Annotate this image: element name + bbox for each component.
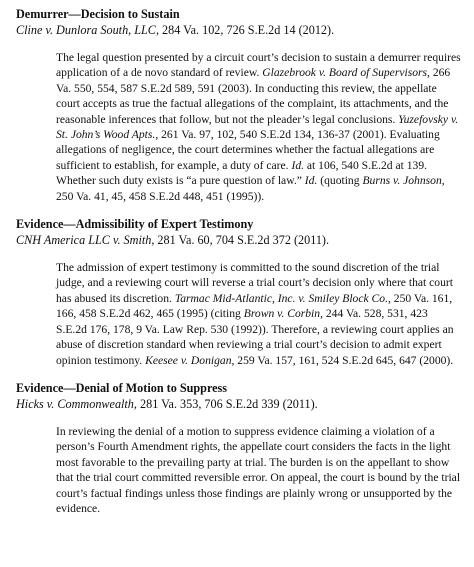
section-heading: Evidence—Admissibility of Expert Testimony (16, 217, 254, 232)
case-name: Tarmac Mid-Atlantic, Inc. v. Smiley Block Co. (174, 291, 388, 305)
text-run: , 250 Va. 41, 45, 458 S.E.2d 448, 451 (1995)). (56, 174, 445, 203)
section-motion-to-suppress (16, 380, 462, 516)
case-name: Glazebrook v. Board of Supervisors (262, 66, 428, 80)
text-run: In reviewing the denial of a motion to suppress evidence claiming a violation of a person’s Fourth Amendment rights, the appellate court considers the facts in the light most favorable to the prevailing party at trial. The burden is on the appellant to show that the trial court committed reversible error. On appeal, the court is bound by the trial court’s factual findings unless those findings are plainly wrong or unsupported by the evidence. (56, 424, 461, 515)
section-demurrer (16, 6, 462, 204)
section-body (56, 424, 461, 516)
case-reporter: , 284 Va. 102, 726 S.E.2d 14 (2012). (155, 23, 335, 37)
case-citation (16, 396, 462, 412)
case-reporter: , 281 Va. 353, 706 S.E.2d 339 (2011). (133, 396, 318, 411)
text-run: , 266 Va. 550, 554, 587 S.E.2d 589, 591 (2003). In conducting this review, the appellate court accepts as true the factual allegations of the complaint, its attachments, and the reasonable inferences that follow, but not the pleader’s legal conclusions. (56, 66, 451, 126)
text-run: , 259 Va. 157, 161, 524 S.E.2d 645, 647 (2000). (231, 353, 454, 367)
text-run: , 261 Va. 97, 102, 540 S.E.2d 134, 136-37 (2001). Evaluating allegations of negligence, the court determines whether the factual allegations are sufficient to establish, for example, a duty of care. (56, 128, 440, 172)
case-reporter: , 281 Va. 60, 704 S.E.2d 372 (2011). (151, 233, 330, 248)
case-citation (16, 232, 462, 248)
case-name: Hicks v. Commonwealth (16, 396, 134, 411)
case-name: Keesee v. Donigan (145, 353, 232, 367)
section-body (56, 50, 461, 204)
text-run: (quoting (317, 174, 363, 188)
text-run: , 244 Va. 528, 531, 423 S.E.2d 176, 178, 9 Va. Law Rep. 530 (1992)). Therefore, a reviewing court applies an abuse of discretion standard when reviewing a trial court’s decision to admit expert opinion testimony. (56, 307, 454, 367)
text-run: , 250 Va. 161, 166, 458 S.E.2d 462, 465 (1995) (citing (56, 291, 453, 321)
section-expert-testimony (16, 216, 462, 368)
text-run: at 106, 540 S.E.2d at 139. Whether such duty exists is “a pure question of law.” (56, 158, 428, 188)
section-heading: Demurrer—Decision to Sustain (16, 7, 180, 21)
case-name: Cline v. Dunlora South, LLC (16, 23, 156, 37)
text-run: The legal question presented by a circuit court’s decision to sustain a demurrer requires application of a de novo standard of review. (56, 51, 461, 80)
case-name: Id. (291, 158, 305, 172)
case-name: Yuzefovsky v. St. John’s Wood Apts. (56, 112, 459, 142)
case-name: Burns v. Johnson (362, 174, 442, 188)
text-run: The admission of expert testimony is committed to the sound discretion of the trial judge, and a reviewing court will reverse a trial court’s decision only where that court has abused its discretion. (56, 261, 453, 305)
section-body (56, 260, 461, 368)
case-name: CNH America LLC v. Smith (16, 233, 152, 248)
case-name: Brown v. Corbin (243, 307, 321, 321)
section-heading: Evidence—Denial of Motion to Suppress (16, 380, 228, 395)
case-citation (16, 22, 462, 38)
case-name: Id. (304, 174, 318, 188)
